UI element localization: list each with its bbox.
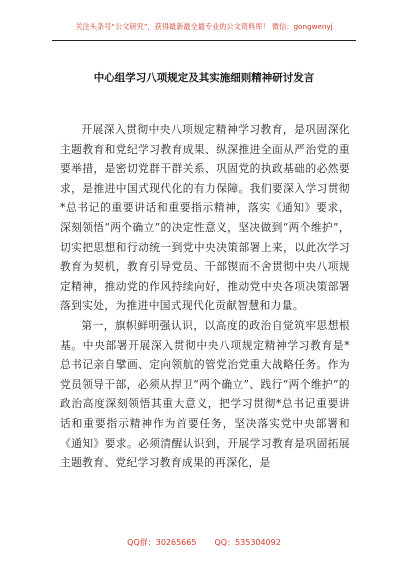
header-divider bbox=[52, 40, 356, 41]
paragraph: 开展深入贯彻中央八项规定精神学习教育，是巩固深化主题教育和党纪学习教育成果、纵深推进全面从严治党的重要举措，是密切党群干群关系、巩固党的执政基础的必然要求，是推进中国式现代化的有力保障。我们要深入学习贯彻*总书记的重要讲话和重要指示精神，落实《通知》要求，深刻领悟“两个确立”的决定性意义，坚决做到“两个维护”，切实把思想和行动统一到党中央决策部署上来，以此次学习教育为契机，教育引导党员、干部锲而不舍贯彻中央八项规定精神，推动党的作风持续向好，推动党中央各项决策部署落到实处，为推进中国式现代化贡献智慧和力量。 bbox=[60, 123, 350, 313]
paragraph: 第一，旗帜鲜明强认识，以高度的政治自觉筑牢思想根基。中央部署开展深入贯彻中央八项规定精神学习教育是*总书记亲自擘画、定向领航的管党治党重大战略任务。作为党员领导干部，必须从捍卫“两个确立”、践行“两个维护”的政治高度深刻领悟其重大意义，把学习贯彻*总书记重要讲话和重要指示精神作为首要任务，坚决落实党中央部署和《通知》要求。必须清醒认识到，开展学习教育是巩固拓展主题教育、党纪学习教育成果的再深化，是 bbox=[60, 318, 350, 470]
footer-qq-group: QQ群：30265665 bbox=[127, 538, 197, 547]
footer-contact bbox=[52, 537, 356, 548]
header-notice: 关注头条号“公文研究”，获得最新最全最专业的公文资料库！ 微信：gongwenyj bbox=[75, 22, 333, 31]
footer-qq: QQ：535304092 bbox=[214, 538, 281, 547]
document-title: 中心组学习八项规定及其实施细则精神研讨发言 bbox=[93, 72, 315, 84]
document-body bbox=[60, 120, 350, 473]
